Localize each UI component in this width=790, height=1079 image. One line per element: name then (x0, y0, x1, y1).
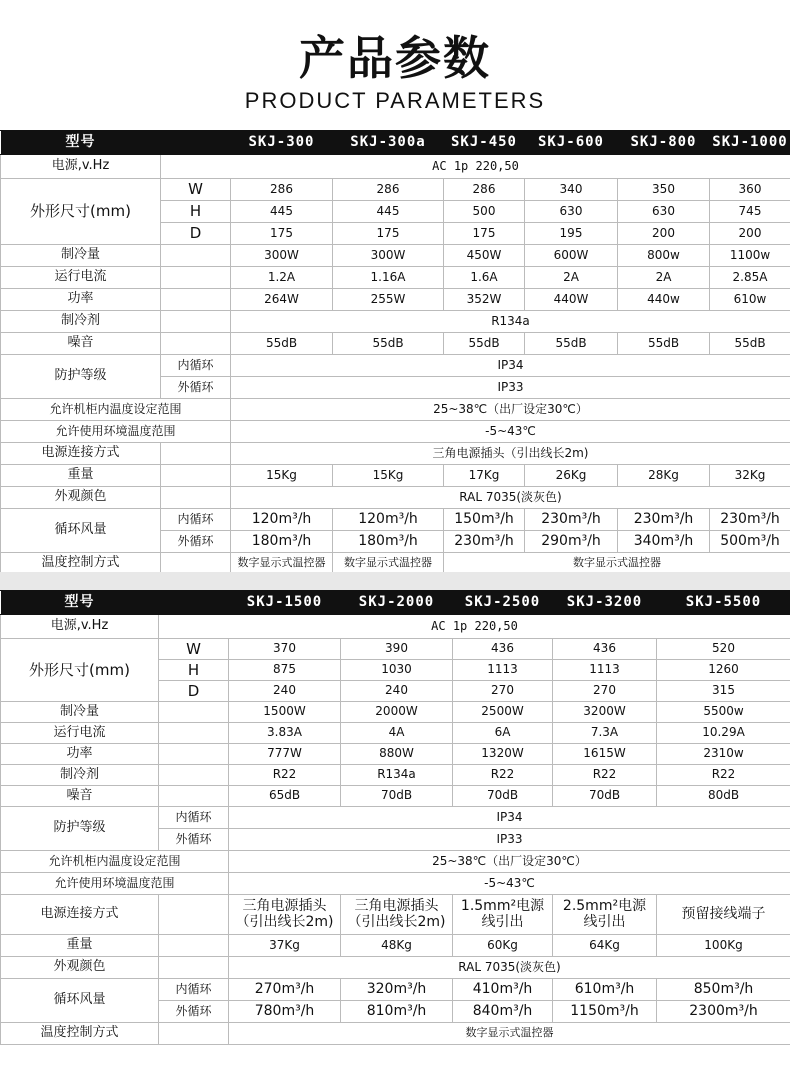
cell: 150m³/h (444, 509, 525, 531)
cell: 745 (710, 201, 790, 223)
cell: 25~38℃（出厂设定30℃） (231, 399, 790, 421)
section-divider (0, 572, 790, 590)
noise-label: 噪音 (1, 333, 161, 355)
cell: 630 (618, 201, 710, 223)
color-row (1, 487, 790, 509)
outer-label: 外循环 (159, 829, 229, 851)
cell: 350 (618, 179, 710, 201)
d-label: D (161, 223, 231, 245)
cell: 55dB (231, 333, 333, 355)
noise-row (1, 333, 790, 355)
cell: 180m³/h (231, 531, 333, 553)
model-name: SKJ-1500 (229, 591, 341, 615)
cell: 800w (618, 245, 710, 267)
cell: 286 (444, 179, 525, 201)
cell: R134a (341, 765, 453, 786)
airflow-inner-row (1, 979, 790, 1001)
spec-table-1 (0, 130, 790, 575)
cell: 1150m³/h (553, 1001, 657, 1023)
noise-row (1, 786, 790, 807)
cell: 340m³/h (618, 531, 710, 553)
cell: 777W (229, 744, 341, 765)
cell: 60Kg (453, 935, 553, 957)
cell: 230m³/h (618, 509, 710, 531)
color-row (1, 957, 790, 979)
cell: 1615W (553, 744, 657, 765)
ambient-temp-row (1, 421, 790, 443)
cell: 55dB (525, 333, 618, 355)
cell: 255W (333, 289, 444, 311)
cell: 810m³/h (341, 1001, 453, 1023)
connection-label: 电源连接方式 (1, 443, 161, 465)
weight-row (1, 465, 790, 487)
cabinet-temp-row (1, 399, 790, 421)
model-name: SKJ-2000 (341, 591, 453, 615)
cell: IP33 (229, 829, 790, 851)
noise-label: 噪音 (1, 786, 159, 807)
cell: 286 (231, 179, 333, 201)
cell: 270 (453, 681, 553, 702)
cell: -5~43℃ (229, 873, 790, 895)
cell: 230m³/h (710, 509, 790, 531)
cell: 70dB (553, 786, 657, 807)
cell: 三角电源插头 （引出线长2m) (229, 895, 341, 935)
model-name: SKJ-2500 (453, 591, 553, 615)
cell: 610m³/h (553, 979, 657, 1001)
current-label: 运行电流 (1, 723, 159, 744)
cell: 28Kg (618, 465, 710, 487)
cell: 1.2A (231, 267, 333, 289)
model-name: SKJ-3200 (553, 591, 657, 615)
cell: 850m³/h (657, 979, 790, 1001)
cell: 数字显示式温控器 (444, 553, 790, 575)
refrigerant-label: 制冷剂 (1, 765, 159, 786)
cell: 200 (618, 223, 710, 245)
cell: 175 (231, 223, 333, 245)
current-row (1, 267, 790, 289)
cell: 三角电源插头 （引出线长2m) (341, 895, 453, 935)
weight-label: 重量 (1, 935, 159, 957)
width-row (1, 179, 790, 201)
w-label: W (159, 639, 229, 660)
refrigerant-label: 制冷剂 (1, 311, 161, 333)
inner-label: 内循环 (159, 807, 229, 829)
page-title: 产品参数 (299, 31, 491, 85)
cell: 1113 (553, 660, 657, 681)
cell: RAL 7035(淡灰色) (229, 957, 790, 979)
cell: 520 (657, 639, 790, 660)
model-name: SKJ-300a (333, 131, 444, 155)
cell: 840m³/h (453, 1001, 553, 1023)
cell: 1.16A (333, 267, 444, 289)
power-supply-value: AC 1p 220,50 (161, 155, 790, 179)
cell: 2000W (341, 702, 453, 723)
model-row (1, 591, 790, 615)
inner-label: 内循环 (161, 509, 231, 531)
airflow-inner-row (1, 509, 790, 531)
cell: 300W (333, 245, 444, 267)
protection-label: 防护等级 (1, 807, 159, 851)
cell: 70dB (341, 786, 453, 807)
cell: 195 (525, 223, 618, 245)
cell: 17Kg (444, 465, 525, 487)
cell: 三角电源插头（引出线长2m) (231, 443, 790, 465)
cell: 1500W (229, 702, 341, 723)
cell: 445 (333, 201, 444, 223)
cell: 352W (444, 289, 525, 311)
current-row (1, 723, 790, 744)
cell: 65dB (229, 786, 341, 807)
cell: 2300m³/h (657, 1001, 790, 1023)
cell: 315 (657, 681, 790, 702)
cell: 15Kg (231, 465, 333, 487)
cell: 3200W (553, 702, 657, 723)
model-name: SKJ-5500 (657, 591, 790, 615)
cell: R22 (553, 765, 657, 786)
cell: 2310w (657, 744, 790, 765)
cell: 120m³/h (231, 509, 333, 531)
color-label: 外观颜色 (1, 487, 161, 509)
model-name: SKJ-600 (525, 131, 618, 155)
cell: 2A (525, 267, 618, 289)
cell: R134a (231, 311, 790, 333)
spec-table-2 (0, 590, 790, 1045)
page-subtitle: PRODUCT PARAMETERS (244, 88, 546, 113)
cell: 880W (341, 744, 453, 765)
refrigerant-row (1, 311, 790, 333)
power-supply-label: 电源,v.Hz (1, 615, 159, 639)
cell: 180m³/h (333, 531, 444, 553)
airflow-label: 循环风量 (1, 509, 161, 553)
cell: 450W (444, 245, 525, 267)
cell: 2500W (453, 702, 553, 723)
temp-control-label: 温度控制方式 (1, 1023, 159, 1045)
model-label: 型号 (1, 131, 161, 155)
cell: 175 (444, 223, 525, 245)
cell: 2.5mm²电源 线引出 (553, 895, 657, 935)
cell: IP33 (231, 377, 790, 399)
cell: 25~38℃（出厂设定30℃） (229, 851, 790, 873)
protection-label: 防护等级 (1, 355, 161, 399)
cell: 1.5mm²电源 线引出 (453, 895, 553, 935)
cell: 1.6A (444, 267, 525, 289)
power-label: 功率 (1, 289, 161, 311)
protection-inner-row (1, 355, 790, 377)
cell: 120m³/h (333, 509, 444, 531)
cell: 270 (553, 681, 657, 702)
color-label: 外观颜色 (1, 957, 159, 979)
outer-label: 外循环 (161, 377, 231, 399)
h-label: H (161, 201, 231, 223)
cell: 436 (453, 639, 553, 660)
cell: 数字显示式温控器 (333, 553, 444, 575)
cell: 1320W (453, 744, 553, 765)
cell: 数字显示式温控器 (229, 1023, 790, 1045)
cooling-row (1, 245, 790, 267)
cell: 500m³/h (710, 531, 790, 553)
connection-row (1, 443, 790, 465)
cell: 3.83A (229, 723, 341, 744)
cell: 360 (710, 179, 790, 201)
cell: 64Kg (553, 935, 657, 957)
airflow-label: 循环风量 (1, 979, 159, 1023)
cell: -5~43℃ (231, 421, 790, 443)
ambient-temp-row (1, 873, 790, 895)
cell: 1030 (341, 660, 453, 681)
cell: 436 (553, 639, 657, 660)
weight-label: 重量 (1, 465, 161, 487)
cell: 15Kg (333, 465, 444, 487)
cell: 230m³/h (444, 531, 525, 553)
cell: 2A (618, 267, 710, 289)
cell: 26Kg (525, 465, 618, 487)
width-row (1, 639, 790, 660)
connection-row (1, 895, 790, 935)
weight-row (1, 935, 790, 957)
cell: 780m³/h (229, 1001, 341, 1023)
cooling-row (1, 702, 790, 723)
d-label: D (159, 681, 229, 702)
cell: 100Kg (657, 935, 790, 957)
cell: R22 (657, 765, 790, 786)
cell: R22 (229, 765, 341, 786)
power-label: 功率 (1, 744, 159, 765)
cell: 370 (229, 639, 341, 660)
outer-label: 外循环 (159, 1001, 229, 1023)
cell: 290m³/h (525, 531, 618, 553)
cell: R22 (453, 765, 553, 786)
power-supply-row (1, 155, 790, 179)
cell: 240 (229, 681, 341, 702)
cell: 1100w (710, 245, 790, 267)
cell: 32Kg (710, 465, 790, 487)
cell: 390 (341, 639, 453, 660)
cell: 55dB (710, 333, 790, 355)
cell: 4A (341, 723, 453, 744)
cell: 600W (525, 245, 618, 267)
cell: 875 (229, 660, 341, 681)
cell: 1113 (453, 660, 553, 681)
protection-inner-row (1, 807, 790, 829)
cell: 440w (618, 289, 710, 311)
cell: 200 (710, 223, 790, 245)
power-row (1, 744, 790, 765)
inner-label: 内循环 (161, 355, 231, 377)
power-row (1, 289, 790, 311)
current-label: 运行电流 (1, 267, 161, 289)
cell: 500 (444, 201, 525, 223)
cell: RAL 7035(淡灰色) (231, 487, 790, 509)
power-supply-label: 电源,v.Hz (1, 155, 161, 179)
h-label: H (159, 660, 229, 681)
model-name: SKJ-1000 (710, 131, 790, 155)
cell: 6A (453, 723, 553, 744)
cell: IP34 (231, 355, 790, 377)
temp-control-label: 温度控制方式 (1, 553, 161, 575)
cell: 55dB (444, 333, 525, 355)
cooling-label: 制冷量 (1, 245, 161, 267)
model-name: SKJ-300 (231, 131, 333, 155)
cell: 445 (231, 201, 333, 223)
dimensions-label: 外形尺寸(mm) (1, 179, 161, 245)
power-supply-row (1, 615, 790, 639)
cell: 55dB (333, 333, 444, 355)
cell: 240 (341, 681, 453, 702)
cell: 80dB (657, 786, 790, 807)
cell: 320m³/h (341, 979, 453, 1001)
connection-label: 电源连接方式 (1, 895, 159, 935)
outer-label: 外循环 (161, 531, 231, 553)
cell: 37Kg (229, 935, 341, 957)
cabinet-temp-label: 允许机柜内温度设定范围 (1, 399, 231, 421)
cell: 数字显示式温控器 (231, 553, 333, 575)
cell: 48Kg (341, 935, 453, 957)
cell: 1260 (657, 660, 790, 681)
model-name: SKJ-450 (444, 131, 525, 155)
ambient-temp-label: 允许使用环境温度范围 (1, 873, 229, 895)
cell: 610w (710, 289, 790, 311)
ambient-temp-label: 允许使用环境温度范围 (1, 421, 231, 443)
cell: 264W (231, 289, 333, 311)
power-supply-value: AC 1p 220,50 (159, 615, 790, 639)
dimensions-label: 外形尺寸(mm) (1, 639, 159, 702)
cell: 300W (231, 245, 333, 267)
cell: 5500w (657, 702, 790, 723)
cabinet-temp-row (1, 851, 790, 873)
cell: 230m³/h (525, 509, 618, 531)
cell: 预留接线端子 (657, 895, 790, 935)
temp-control-row (1, 1023, 790, 1045)
cell: 175 (333, 223, 444, 245)
cell: 70dB (453, 786, 553, 807)
cell: 440W (525, 289, 618, 311)
cabinet-temp-label: 允许机柜内温度设定范围 (1, 851, 229, 873)
cell: 410m³/h (453, 979, 553, 1001)
inner-label: 内循环 (159, 979, 229, 1001)
cell: 286 (333, 179, 444, 201)
cell: 630 (525, 201, 618, 223)
model-row (1, 131, 790, 155)
cell: 2.85A (710, 267, 790, 289)
cell: 10.29A (657, 723, 790, 744)
model-label: 型号 (1, 591, 159, 615)
cell: 7.3A (553, 723, 657, 744)
cell: 270m³/h (229, 979, 341, 1001)
cooling-label: 制冷量 (1, 702, 159, 723)
cell: IP34 (229, 807, 790, 829)
refrigerant-row (1, 765, 790, 786)
w-label: W (161, 179, 231, 201)
model-name: SKJ-800 (618, 131, 710, 155)
cell: 340 (525, 179, 618, 201)
cell: 55dB (618, 333, 710, 355)
